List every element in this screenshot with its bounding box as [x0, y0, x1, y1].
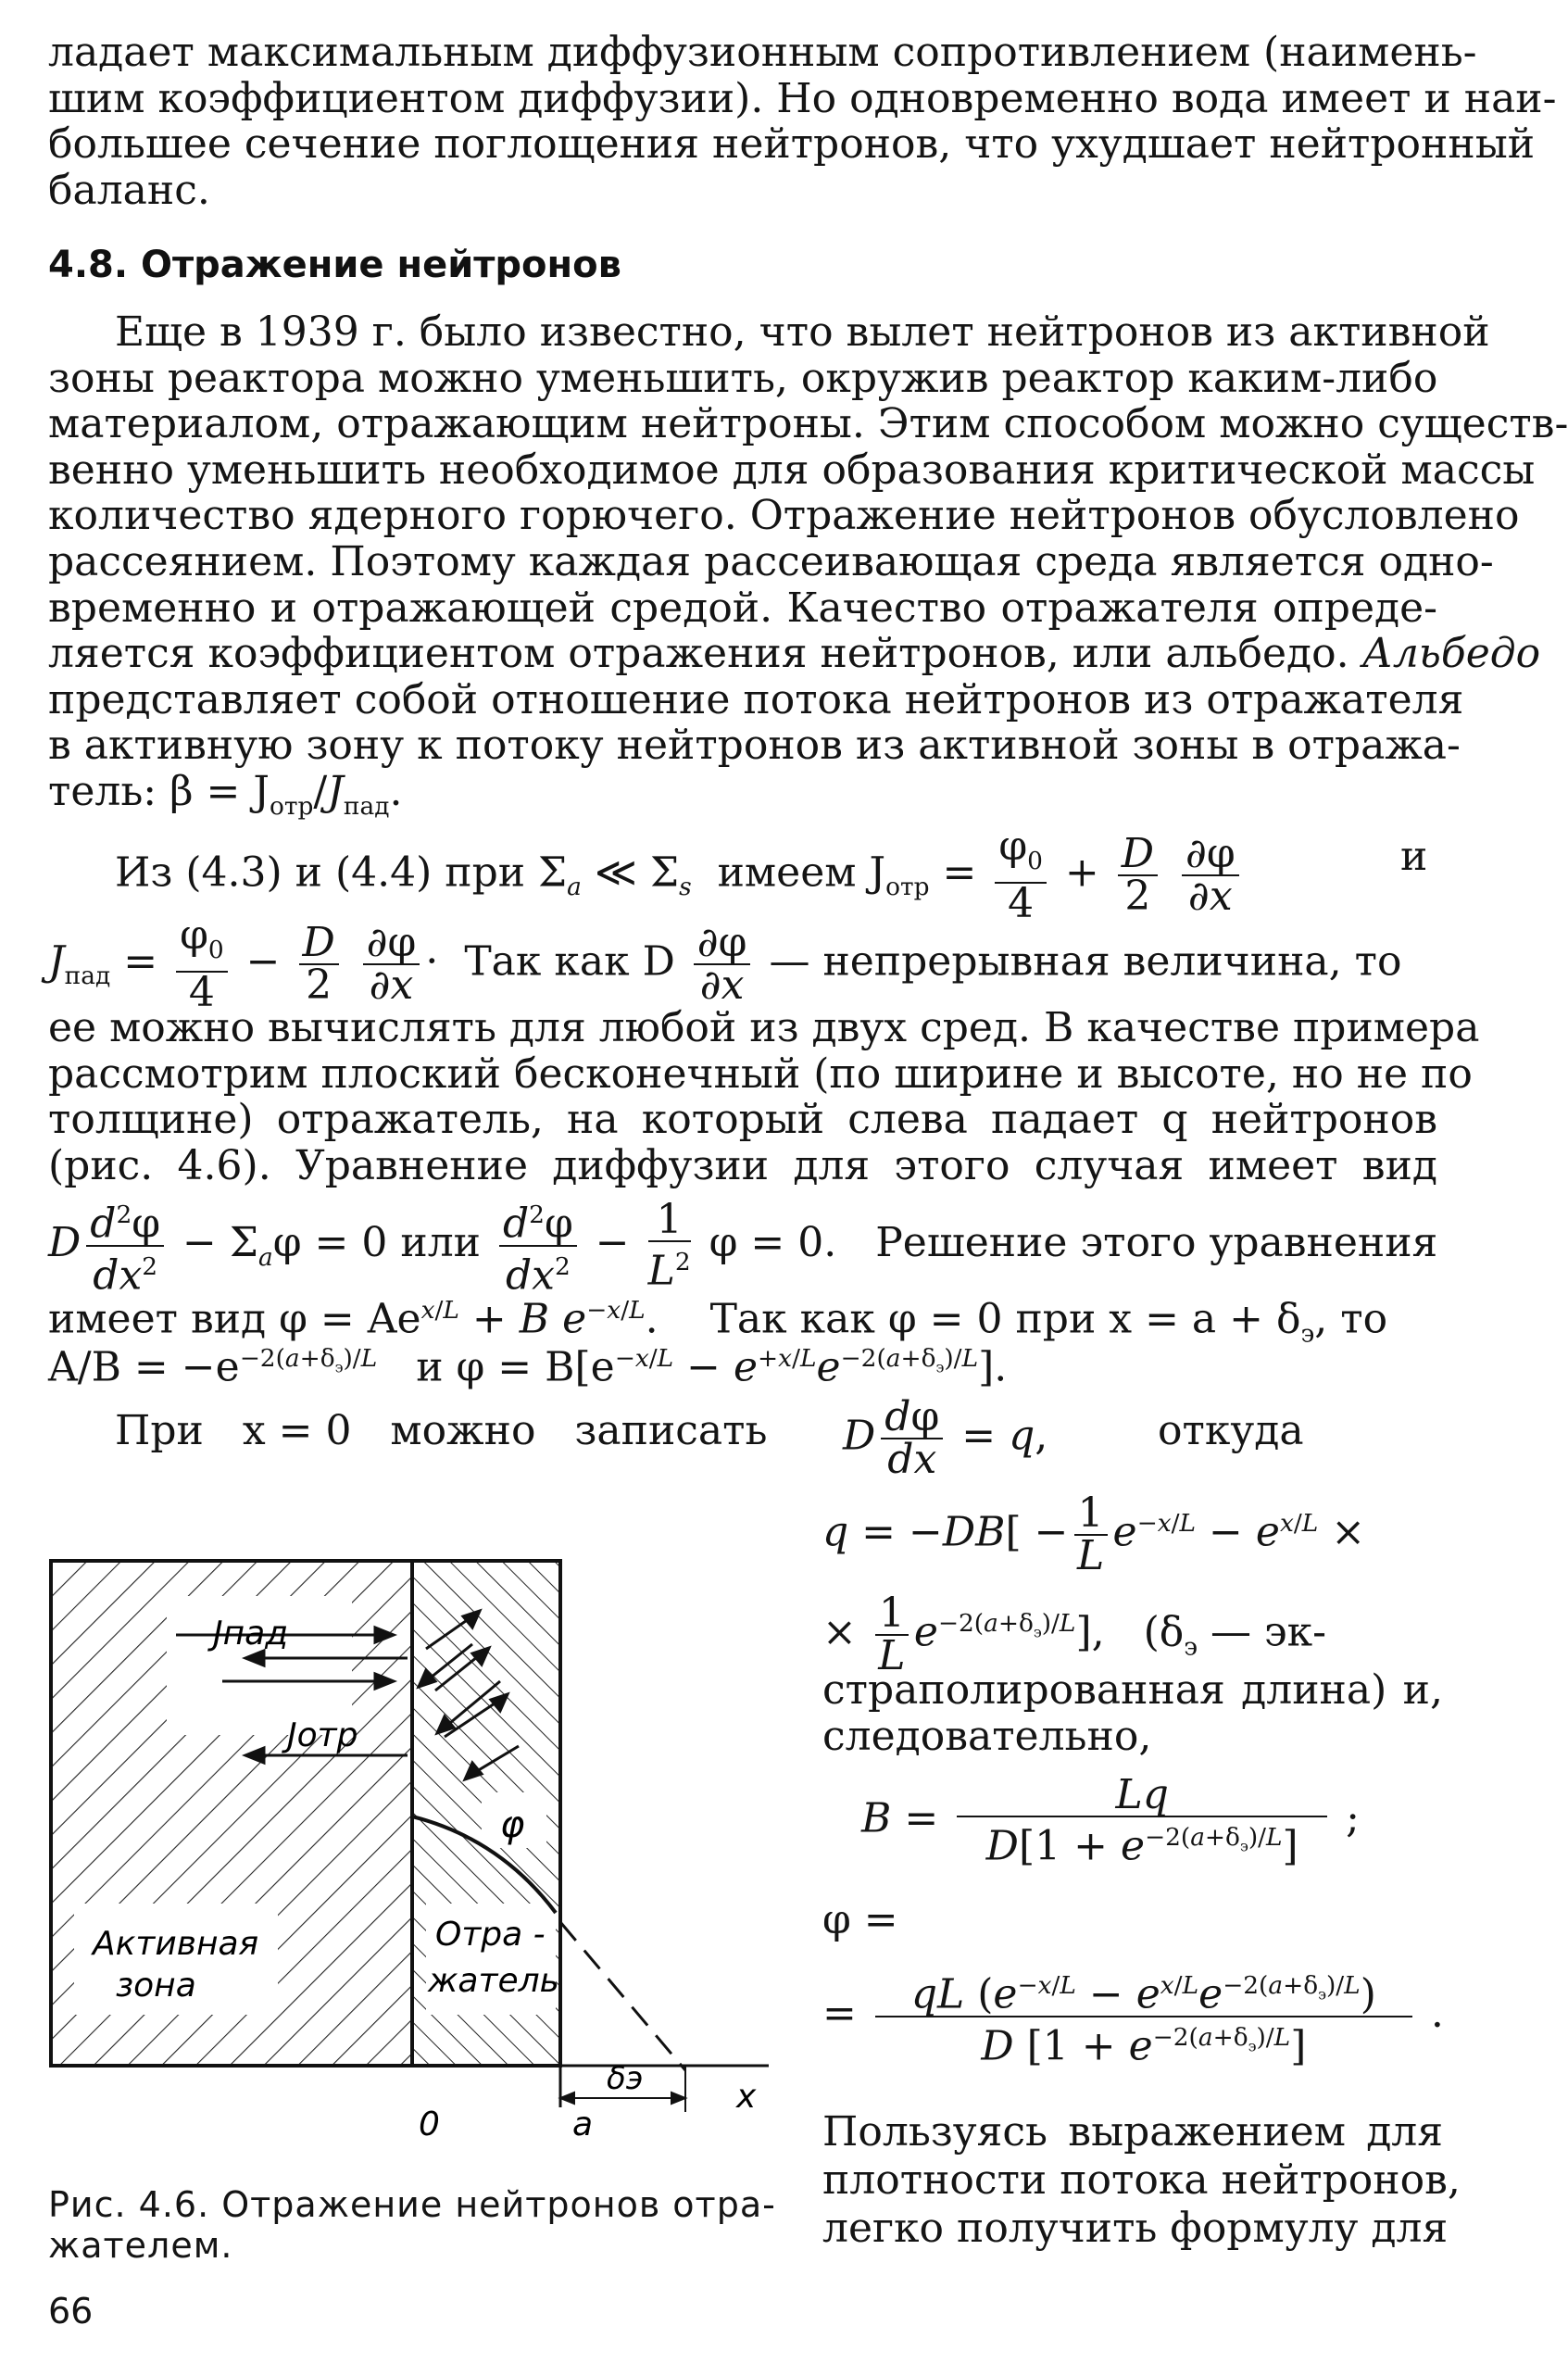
text-fragment: — непрерывная величина, то	[769, 937, 1402, 986]
text-fragment: Так как D	[464, 937, 675, 986]
formula-j-pad: $J_{пад}$ = $\frac{\varphi_0}{4}$ − $\frac{D}{2}$ $\frac{\partial\varphi}{\partial x}$ · Так как D $\frac{\partial\varphi}{\partial x}$ — непрерывная величина, то	[48, 911, 1402, 1016]
text-fragment: Так как φ = 0 при x = a + δ	[709, 1295, 1301, 1343]
formula-boundary: D $\frac{d\varphi}{dx}$ = q,	[843, 1393, 1048, 1483]
albedo-term: Альбедо	[1361, 630, 1541, 678]
text-fragment: , то	[1314, 1295, 1388, 1343]
formula-j-otr: Из (4.3) и (4.4) при $\Sigma_a$ ≪ $\Sigma_s$ имеем $J_{отр}$ = $\frac{\varphi_0}{4}$ + $\frac{D}{2}$ $\frac{\partial\varphi}{\partial x}$	[115, 826, 1245, 924]
label-reflector-1: Отра -	[435, 1916, 546, 1954]
label-zero: 0	[419, 2105, 440, 2143]
text-line: плотности потока нейтронов,	[822, 2156, 1461, 2204]
text-line: зоны реактора можно уменьшить, окружив реактор каким-либо	[48, 354, 1438, 402]
text-line: представляет собой отношение потока нейтронов из отражателя	[48, 675, 1464, 723]
text-line: количество ядерного горючего. Отражение нейтронов обусловлено	[48, 492, 1520, 540]
ab-line: $A/B = -e^{-2(a+\delta_э)/L}$ и $\varphi = B[e^{-x/L} - e^{+x/L}e^{-2(a+\delta_э)/L}]$.	[48, 1343, 1008, 1391]
text-fragment: Из (4.3) и (4.4) при Σ	[115, 848, 568, 897]
text-line: временно и отражающей средой. Качество отражателя опреде-	[48, 584, 1437, 632]
label-core-1: Активная	[93, 1925, 259, 1963]
text-fragment: ≪ Σ	[594, 848, 680, 897]
text-line: страполированная длина) и,	[822, 1666, 1443, 1714]
label-x: x	[736, 2078, 757, 2116]
text-fragment: и φ = B[e	[416, 1343, 615, 1391]
formula-q-line2: × $\frac{1}{L}$ $e^{-2(a+\delta_э)/L}$], ($\delta_э$ — эк-	[822, 1590, 1327, 1679]
subscript: отр	[270, 791, 314, 821]
formula-B: B = $\frac{Lq}{D[1 + e^{-2(a+\delta_э)/L}]}$ ;	[861, 1771, 1360, 1870]
text-line: Пользуясь выражением для	[822, 2108, 1443, 2156]
page-number: 66	[48, 2291, 94, 2332]
text-line: толщине) отражатель, на который слева падает q нейтронов	[48, 1096, 1437, 1144]
text-line	[48, 630, 1541, 678]
section-title: 4.8. Отражение нейтронов	[48, 244, 621, 286]
text-line: (рис. 4.6). Уравнение диффузии для этого случая имеет вид	[48, 1141, 1437, 1189]
text-line: баланс.	[48, 166, 210, 214]
text-line: легко получить формулу для	[822, 2205, 1449, 2252]
label-j-otr: Jотр	[287, 1716, 358, 1754]
figure-caption	[48, 2184, 776, 2266]
text-line: в активную зону к потоку нейтронов из активной зоны в отража-	[48, 722, 1461, 770]
text-fragment: (δ	[1143, 1608, 1185, 1656]
closing-text	[822, 2108, 1461, 2253]
extrapolation-line	[560, 1922, 685, 2070]
text-whence: откуда	[1158, 1407, 1304, 1454]
text-fragment: ляется коэффициентом отражения нейтронов, или альбедо.	[48, 630, 1349, 678]
text-line: Еще в 1939 г. было известно, что вылет нейтронов из активной	[115, 308, 1490, 356]
label-core-2: зона	[116, 1967, 196, 2005]
text-line: рассеянием. Поэтому каждая рассеивающая среда является одно-	[48, 537, 1494, 585]
text-line: рассмотрим плоский бесконечный (по ширине и высоте, но не по	[48, 1050, 1473, 1098]
text-line: материалом, отражающим нейтроны. Этим способом можно существ-	[48, 400, 1568, 448]
label-phi: φ	[500, 1804, 525, 1846]
text-fragment: имеем J	[717, 848, 886, 897]
solution-line: имеет вид $\varphi = Ae^{x/L} + B$ $e^{-x/L}$. Так как φ = 0 при $x = a + \delta_э$, то	[48, 1295, 1388, 1349]
text-fragment: Решение этого уравнения	[875, 1219, 1438, 1267]
paragraph-diffusion	[48, 1004, 1480, 1189]
text-line: шим коэффициентом диффузии). Но одновременно вода имеет и наи-	[48, 74, 1557, 122]
text-line: ее можно вычислять для любой из двух сред. В качестве примера	[48, 1004, 1480, 1051]
text-line: следовательно,	[822, 1713, 1152, 1760]
caption-line: жателем.	[48, 2225, 233, 2266]
text-and: и	[1400, 833, 1428, 880]
para3-start	[115, 1408, 767, 1454]
formula-phi: = $\frac{qL (e^{-x/L} - e^{x/L}e^{-2(a+\delta_э)/L})}{D [1 + e^{-2(a+\delta_э)/L}]}$ .	[822, 1966, 1444, 2067]
intro-paragraph	[48, 29, 1557, 214]
text-fragment: — эк-	[1210, 1608, 1327, 1656]
label-j-pad: Jпад	[213, 1615, 289, 1653]
text-fragment: тель: β = J	[48, 767, 270, 815]
caption-line: Рис. 4.6. Отражение нейтронов отра-	[48, 2184, 776, 2225]
diffusion-equation: D $\frac{d^2\varphi}{dx^2}$ − $\Sigma_a\varphi = 0$ или $\frac{d^2\varphi}{dx^2}$ − $\frac{1}{L^2}$ φ = 0. Решение этого уравнения	[48, 1195, 1438, 1300]
subscript: пад	[343, 791, 390, 821]
label-a: a	[572, 2105, 594, 2143]
text-line: большее сечение поглощения нейтронов, что ухудшает нейтронный	[48, 120, 1536, 169]
text-line: ладает максимальным диффузионным сопротивлением (наимень-	[48, 29, 1477, 76]
formula-q-line1: q = −DB[ − $\frac{1}{L}$ $e^{-x/L} - e^{x/L}$ ×	[822, 1489, 1366, 1579]
text-line: венно уменьшить необходимое для образования критической массы	[48, 446, 1536, 494]
text-fragment: При x = 0 можно записать	[115, 1407, 768, 1454]
text-fragment: имеет вид φ = Ae	[48, 1295, 421, 1343]
figure-reflection	[37, 1542, 778, 2172]
label-delta: δэ	[607, 2060, 644, 2097]
text-fragment: A/B = −e	[48, 1343, 240, 1391]
col-text	[822, 1667, 1443, 1760]
albedo-formula: тель: $\beta = J_{отр}/J_{пад}$.	[48, 767, 403, 821]
label-reflector-2: жатель	[428, 1962, 559, 2000]
formula-phi-lhs: φ =	[822, 1896, 898, 1943]
paragraph-reflection	[48, 308, 1568, 829]
